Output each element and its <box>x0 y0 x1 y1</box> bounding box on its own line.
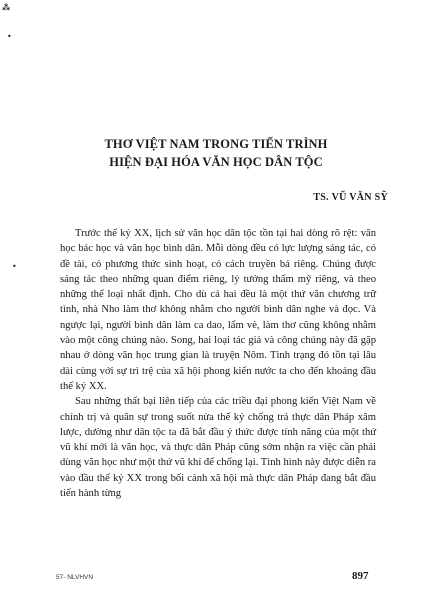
margin-mark-second: • <box>7 32 12 41</box>
margin-mark-top: ⁂ <box>2 3 11 12</box>
paragraph-2: Sau những thất bại liên tiếp của các triều đại phong kiến Việt Nam về chính trị và quân sự trong suốt nửa thế kỷ chống trả thực dân Pháp xâm lược, dường như dân tộc ta đã bắt đầu ý thức được tính năng của một thứ vũ khí mới là văn học, và thực dân Pháp cũng sớm nhận ra việc cần phải dùng văn học như một thứ vũ khí để chống lại. Tình hình này được diễn ra vào đầu thế kỷ XX trong bối cảnh xã hội mà thực dân Pháp đang bắt đầu tiến hành từng <box>60 396 376 500</box>
author-name: TS. VŨ VĂN SỸ <box>313 192 388 203</box>
paragraph-1: Trước thế kỷ XX, lịch sử văn học dân tộc tồn tại hai dòng rõ rệt: văn học bác học và văn học bình dân. Mỗi dòng đều có lực lượng sáng tác, có đề tài, có phương thức sinh hoạt, có cách truyền bá riêng. Chúng được sáng tác theo những quan điểm riêng, lý tưởng thẩm mỹ riêng, và theo những thể loại nhất định. Cho dù cả hai đều là một thứ văn chương trữ tình, nhà Nho làm thơ không nhằm cho người bình dân nghe và đọc. Và ngược lại, người bình dân làm ca dao, lẩm vè, làm thơ cũng không nhằm vào một công chúng nào. Song, hai loại tác giả và công chúng này đã gặp nhau ở dòng văn học trung gian là truyện Nôm. Tình trạng đó tồn tại lâu dài cùng với sự trì trệ của xã hội phong kiến nước ta cho đến khoảng đầu thế kỷ XX. <box>60 228 376 392</box>
article-title-line-1: THƠ VIỆT NAM TRONG TIẾN TRÌNH <box>104 137 328 151</box>
margin-mark-side: • <box>12 262 17 271</box>
article-title-line-2: HIỆN ĐẠI HÓA VĂN HỌC DÂN TỘC <box>109 155 323 169</box>
page-number: 897 <box>352 570 369 582</box>
article-body <box>60 226 376 501</box>
footer-signature: 57- NLVHVN <box>56 574 94 581</box>
